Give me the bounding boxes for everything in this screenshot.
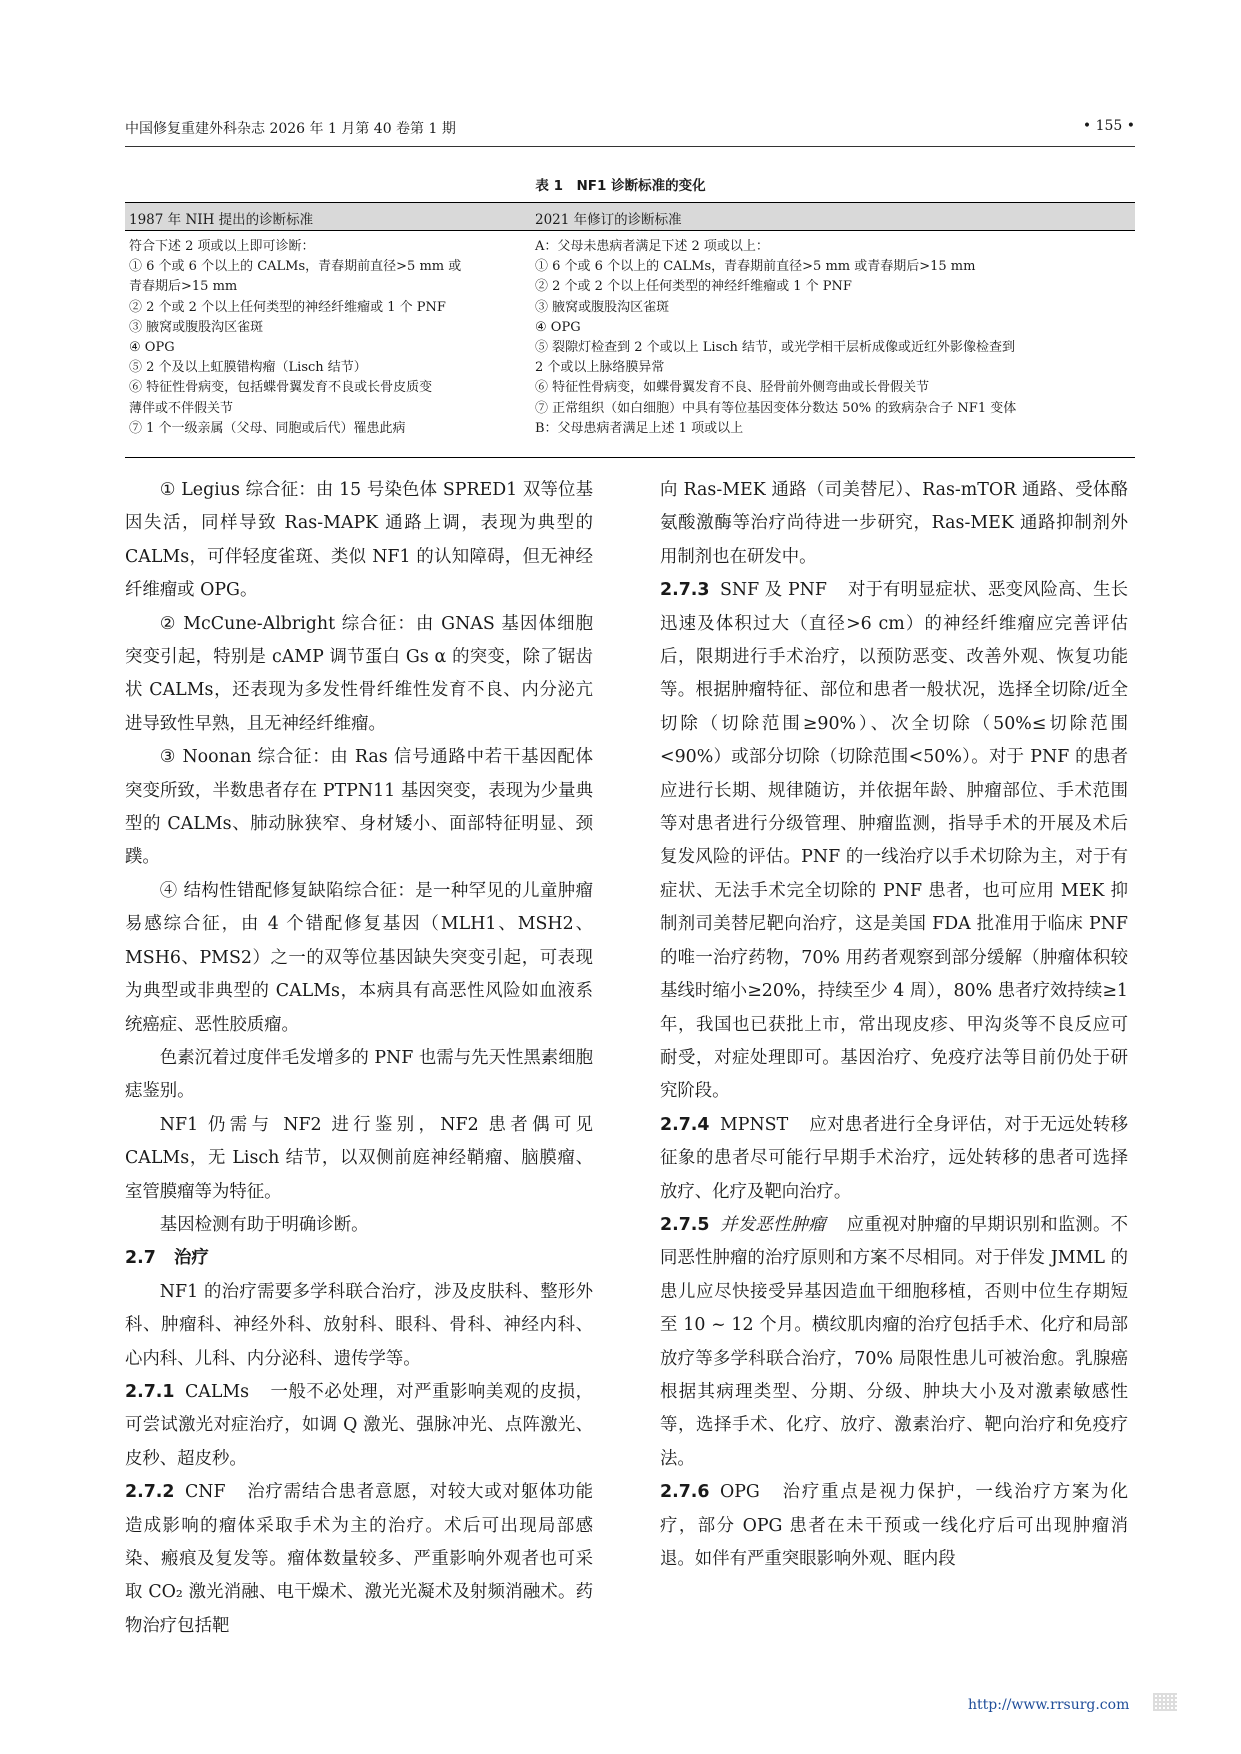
table-cell-line: 青春期后>15 mm [129,279,238,295]
table-cell-line: B：父母患病者满足上述 1 项或以上 [535,420,744,436]
paragraph-multidisciplinary: NF1 的治疗需要多学科联合治疗，涉及皮肤科、整形外科、肿瘤科、神经外科、放射科、眼科、骨科、神经内科、心内科、儿科、内分泌科、遗传学等。 [125,1281,593,1369]
table-cell-line: A：父母未患病者满足下述 2 项或以上： [535,239,769,254]
subsection-2-7-4 [660,1109,1128,1209]
subsection-number: 2.7.6 [660,1482,710,1503]
subsection-2-7-2 [125,1476,593,1643]
subsection-number: 2.7.3 [660,580,710,601]
subsection-body: 应对患者进行全身评估，对于无远处转移征象的患者尽可能行早期手术治疗，远处转移的患者可选择放疗、化疗及靶向治疗。 [660,1114,1128,1202]
table-cell-line: ⑤ 裂隙灯检查到 2 个或以上 Lisch 结节，或光学相干层析成像或近红外影像检查到 [535,340,1016,356]
right-text-column [660,474,1128,1576]
table-cell-line: ① 6 个或 6 个以上的 CALMs，青春期前直径>5 mm 或青春期后>15 mm [535,259,976,275]
section-title: 治疗 [173,1248,209,1269]
table-header-2021: 2021 年修订的诊断标准 [535,212,682,228]
subsection-2-7-1 [125,1376,593,1476]
subsection-title: OPG [719,1482,760,1503]
subsection-number: 2.7.1 [125,1381,175,1402]
table-cell-line: 薄伴或不伴假关节 [129,400,234,416]
page-header [125,118,1135,142]
table-cell-line: ⑦ 正常组织（如白细胞）中具有等位基因变体分数达 50% 的致病杂合子 NF1 变体 [535,400,1017,416]
table-col-2021 [535,237,1135,439]
paragraph-pnf-nevus: 色素沉着过度伴毛发增多的 PNF 也需与先天性黑素细胞痣鉴别。 [125,1047,593,1102]
table-caption: 表 1 NF1 诊断标准的变化 [535,178,706,194]
subsection-title: CALMs [184,1381,250,1402]
paragraph-legius: ① Legius 综合征：由 15 号染色体 SPRED1 双等位基因失活，同样导致 Ras-MAPK 通路上调，表现为典型的 CALMs，可伴轻度雀斑、类似 NF1 的认知障碍，但无神经纤维瘤或 OPG。 [125,480,593,601]
table-cell-line: ① 6 个或 6 个以上的 CALMs，青春期前直径>5 mm 或 [129,259,462,275]
subsection-number: 2.7.4 [660,1114,710,1135]
paragraph-continued: 向 Ras-MEK 通路（司美替尼）、Ras-mTOR 通路、受体酪氨酸激酶等治疗尚待进一步研究，Ras-MEK 通路抑制剂外用制剂也在研发中。 [660,480,1128,567]
paragraph-genetic-test: 基因检测有助于明确诊断。 [159,1214,369,1235]
qr-code-icon [1153,1693,1177,1711]
subsection-body: 应重视对肿瘤的早期识别和监测。不同恶性肿瘤的治疗原则和方案不尽相同。对于伴发 JMML 的患儿应尽快接受异基因造血干细胞移植，否则中位生存期短至 10 ~ 12 个月。横纹肌肉瘤的治疗包括手术、化疗和局部放疗等多学科联合治疗，70% 局限性患儿可被治愈。乳腺癌根据其病理类型、分期、分级、肿块大小及对激素敏感性等，选择手术、化疗、放疗、激素治疗、靶向治疗和免疫疗法。 [660,1214,1128,1469]
header-rule [125,146,1135,147]
table-cell-line: 2 个或以上脉络膜异常 [535,360,665,376]
subsection-title: MPNST [719,1114,789,1135]
table-cell-line: ⑥ 特征性骨病变，包括蝶骨翼发育不良或长骨皮质变 [129,380,433,396]
subsection-number: 2.7.2 [125,1482,175,1503]
subsection-title: 并发恶性肿瘤 [719,1214,826,1235]
journal-title: 中国修复重建外科杂志 2026 年 1 月第 40 卷第 1 期 [125,121,456,137]
page-number: • 155 • [1082,118,1135,134]
subsection-body: 治疗需结合患者意愿，对较大或对躯体功能造成影响的瘤体采取手术为主的治疗。术后可出现局部感染、瘢痕及复发等。瘤体数量较多、严重影响外观者也可采取 CO₂ 激光消融、电干燥术、激光光凝术及射频消融术。药物治疗包括靶 [125,1482,593,1636]
section-heading-2-7 [125,1242,593,1275]
table-cell-line: ② 2 个或 2 个以上任何类型的神经纤维瘤或 1 个 PNF [129,299,446,315]
subsection-2-7-3 [660,574,1128,1109]
table-cell-line: ⑦ 1 个一级亲属（父母、同胞或后代）罹患此病 [129,420,406,436]
table-cell-line: ④ OPG [535,319,581,335]
table-cell-line: ② 2 个或 2 个以上任何类型的神经纤维瘤或 1 个 PNF [535,279,852,295]
criteria-table [125,202,1135,458]
table-cell-line: ③ 腋窝或腹股沟区雀斑 [129,319,264,335]
table-body [125,231,1135,458]
subsection-title: SNF 及 PNF [719,580,827,601]
paragraph-cmmrd: ④ 结构性错配修复缺陷综合征：是一种罕见的儿童肿瘤易感综合征，由 4 个错配修复基因（MLH1、MSH2、MSH6、PMS2）之一的双等位基因缺失突变引起，可表现为典型或非典型的 CALMs，本病具有高恶性风险如血液系统癌症、恶性胶质瘤。 [125,880,593,1035]
subsection-body: 一般不必处理，对严重影响美观的皮损，可尝试激光对症治疗，如调 Q 激光、强脉冲光、点阵激光、皮秒、超皮秒。 [125,1381,593,1469]
table-cell-line: ⑤ 2 个及以上虹膜错构瘤（Lisch 结节） [129,360,367,376]
subsection-2-7-5 [660,1209,1128,1476]
table-header-row [125,202,1135,231]
paragraph-nf2: NF1 仍需与 NF2 进行鉴别，NF2 患者偶可见 CALMs，无 Lisch 结节，以双侧前庭神经鞘瘤、脑膜瘤、室管膜瘤等为特征。 [125,1114,593,1202]
table-cell-line: ③ 腋窝或腹股沟区雀斑 [535,299,670,315]
paragraph-mccune-albright: ② McCune-Albright 综合征：由 GNAS 基因体细胞突变引起，特别是 cAMP 调节蛋白 Gs α 的突变，除了锯齿状 CALMs，还表现为多发性骨纤维性发育不良、内分泌亢进导致性早熟，且无神经纤维瘤。 [125,613,593,734]
table-cell-line: 符合下述 2 项或以上即可诊断： [129,239,315,254]
subsection-body: 对于有明显症状、恶变风险高、生长迅速及体积过大（直径>6 cm）的神经纤维瘤应完善评估后，限期进行手术治疗，以预防恶变、改善外观、恢复功能等。根据肿瘤特征、部位和患者一般状况，选择全切除/近全切除（切除范围≥90%）、次全切除（50%≤切除范围<90%）或部分切除（切除范围<50%）。对于 PNF 的患者应进行长期、规律随访，并依据年龄、肿瘤部位、手术范围等对患者进行分级管理、肿瘤监测，指导手术的开展及术后复发风险的评估。PNF 的一线治疗以手术切除为主，对于有症状、无法手术完全切除的 PNF 患者，也可应用 MEK 抑制剂司美替尼靶向治疗，这是美国 FDA 批准用于临床 PNF 的唯一治疗药物，70% 用药者观察到部分缓解（肿瘤体积较基线时缩小≥20%，持续至少 4 周），80% 患者疗效持续≥1 年，我国也已获批上市，常出现皮疹、甲沟炎等不良反应可耐受，对症处理即可。基因治疗、免疫疗法等目前仍处于研究阶段。 [660,580,1128,1102]
subsection-body: 治疗重点是视力保护，一线治疗方案为化疗，部分 OPG 患者在未干预或一线化疗后可出现肿瘤消退。如伴有严重突眼影响外观、眶内段 [660,1482,1128,1569]
table-cell-line: ④ OPG [129,340,175,356]
left-text-column [125,474,593,1643]
subsection-2-7-6 [660,1476,1128,1576]
subsection-number: 2.7.5 [660,1214,710,1235]
paragraph-noonan: ③ Noonan 综合征：由 Ras 信号通路中若干基因配体突变所致，半数患者存在 PTPN11 基因突变，表现为少量典型的 CALMs、肺动脉狭窄、身材矮小、面部特征明显、颈蹼。 [125,747,593,868]
journal-url-link[interactable]: http://www.rrsurg.com [968,1697,1130,1713]
subsection-title: CNF [184,1482,226,1503]
table-header-1987: 1987 年 NIH 提出的诊断标准 [129,212,314,228]
table-cell-line: ⑥ 特征性骨病变，如蝶骨翼发育不良、胫骨前外侧弯曲或长骨假关节 [535,380,930,396]
section-number: 2.7 [125,1248,156,1269]
